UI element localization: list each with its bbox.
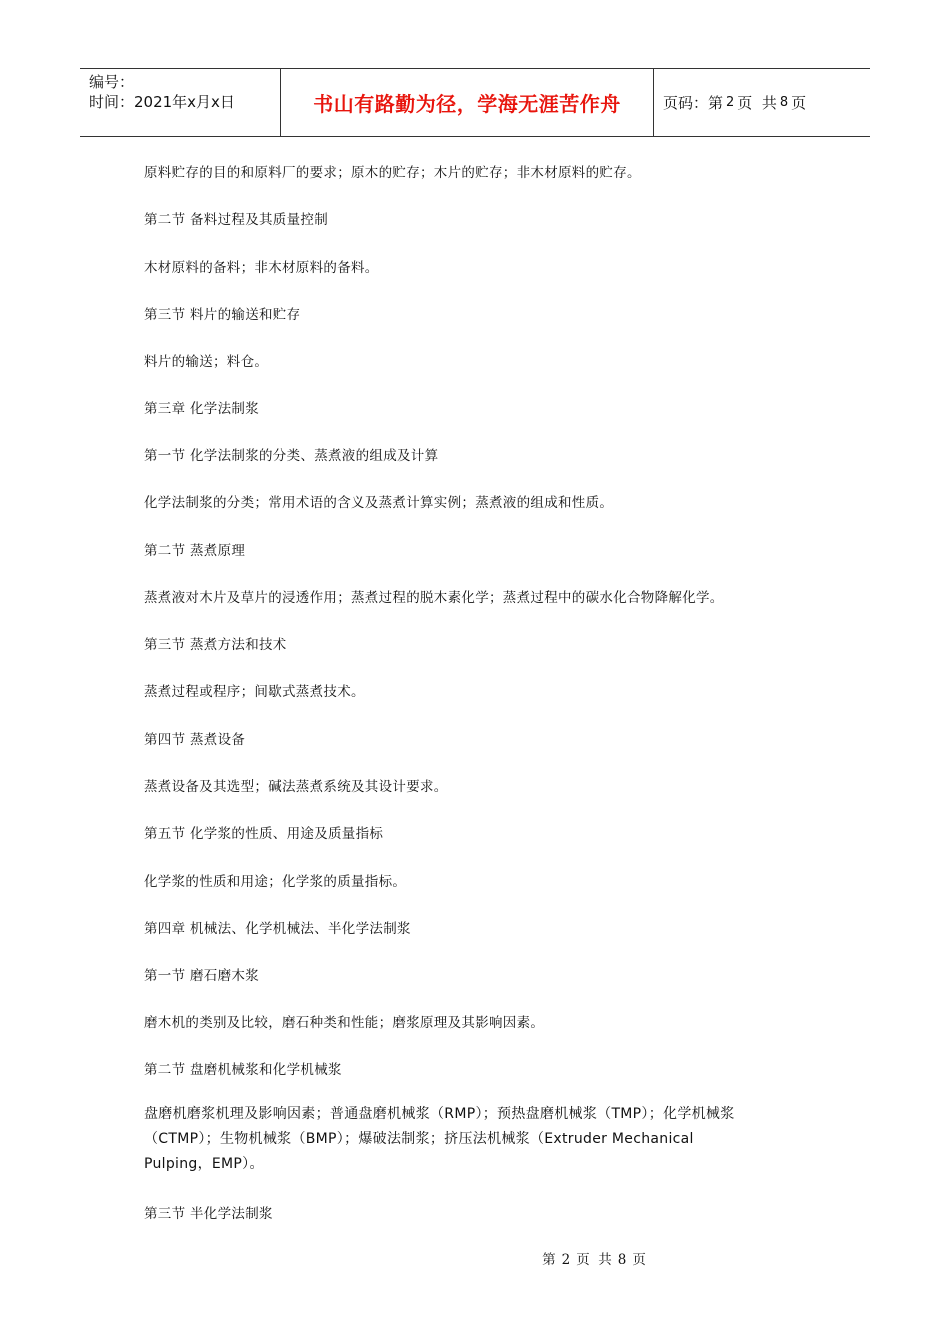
header-page-current: 2 bbox=[726, 95, 735, 110]
footer-current: 2 bbox=[561, 1252, 571, 1268]
document-number-label: 编号： bbox=[89, 73, 135, 91]
body-line: 木材原料的备料；非木材原料的备料。 bbox=[144, 260, 379, 276]
footer-mid: 页 共 bbox=[576, 1252, 612, 1268]
section-heading: 第二节 盘磨机械浆和化学机械浆 bbox=[144, 1062, 342, 1078]
paragraph-line: （CTMP）；生物机械浆（BMP）；爆破法制浆；挤压法机械浆（Extruder Mechanical bbox=[144, 1131, 694, 1147]
header-page-mid: 页 共 bbox=[737, 94, 777, 112]
section-heading: 第一节 磨石磨木浆 bbox=[144, 968, 259, 984]
section-heading: 第四节 蒸煮设备 bbox=[144, 732, 246, 748]
paragraph-line: Pulping，EMP）。 bbox=[144, 1156, 264, 1172]
body-line: 原料贮存的目的和原料厂的要求；原木的贮存；木片的贮存；非木材原料的贮存。 bbox=[144, 165, 641, 181]
section-heading: 第三节 半化学法制浆 bbox=[144, 1206, 273, 1222]
page-footer bbox=[0, 1248, 950, 1268]
header-page-suffix: 页 bbox=[791, 94, 807, 112]
section-heading: 第二节 备料过程及其质量控制 bbox=[144, 212, 328, 228]
section-heading: 第三节 料片的输送和贮存 bbox=[144, 307, 301, 323]
footer-suffix: 页 bbox=[632, 1252, 646, 1268]
header-page-indicator bbox=[654, 69, 870, 136]
footer-prefix: 第 bbox=[542, 1252, 556, 1268]
header-motto: 书山有路勤为径，学海无涯苦作舟 bbox=[313, 92, 621, 116]
section-heading: 第五节 化学浆的性质、用途及质量指标 bbox=[144, 826, 384, 842]
body-paragraph bbox=[144, 1102, 764, 1177]
body-line: 磨木机的类别及比较，磨石种类和性能；磨浆原理及其影响因素。 bbox=[144, 1015, 545, 1031]
chapter-heading: 第四章 机械法、化学机械法、半化学法制浆 bbox=[144, 921, 411, 937]
header-page-total: 8 bbox=[779, 95, 789, 110]
body-line: 化学法制浆的分类；常用术语的含义及蒸煮计算实例；蒸煮液的组成和性质。 bbox=[144, 495, 614, 511]
header-motto-cell bbox=[281, 69, 654, 136]
section-heading: 第二节 蒸煮原理 bbox=[144, 543, 246, 559]
body-line: 化学浆的性质和用途；化学浆的质量指标。 bbox=[144, 874, 407, 890]
body-line: 料片的输送；料仓。 bbox=[144, 354, 269, 370]
header-page-prefix: 页码：第 bbox=[663, 94, 724, 112]
footer-total: 8 bbox=[617, 1252, 627, 1268]
section-heading: 第一节 化学法制浆的分类、蒸煮液的组成及计算 bbox=[144, 448, 439, 464]
body-line: 蒸煮液对木片及草片的浸透作用；蒸煮过程的脱木素化学；蒸煮过程中的碳水化合物降解化学。 bbox=[144, 590, 724, 606]
body-line: 蒸煮设备及其选型；碱法蒸煮系统及其设计要求。 bbox=[144, 779, 448, 795]
chapter-heading: 第三章 化学法制浆 bbox=[144, 401, 259, 417]
header-meta bbox=[80, 69, 281, 136]
document-time-label: 时间：2021年x月x日 bbox=[89, 93, 235, 111]
section-heading: 第三节 蒸煮方法和技术 bbox=[144, 637, 287, 653]
paragraph-line: 盘磨机磨浆机理及影响因素；普通盘磨机械浆（RMP）；预热盘磨机械浆（TMP）；化学机械浆 bbox=[144, 1106, 735, 1122]
body-line: 蒸煮过程或程序；间歇式蒸煮技术。 bbox=[144, 684, 365, 700]
page-header bbox=[80, 68, 870, 137]
